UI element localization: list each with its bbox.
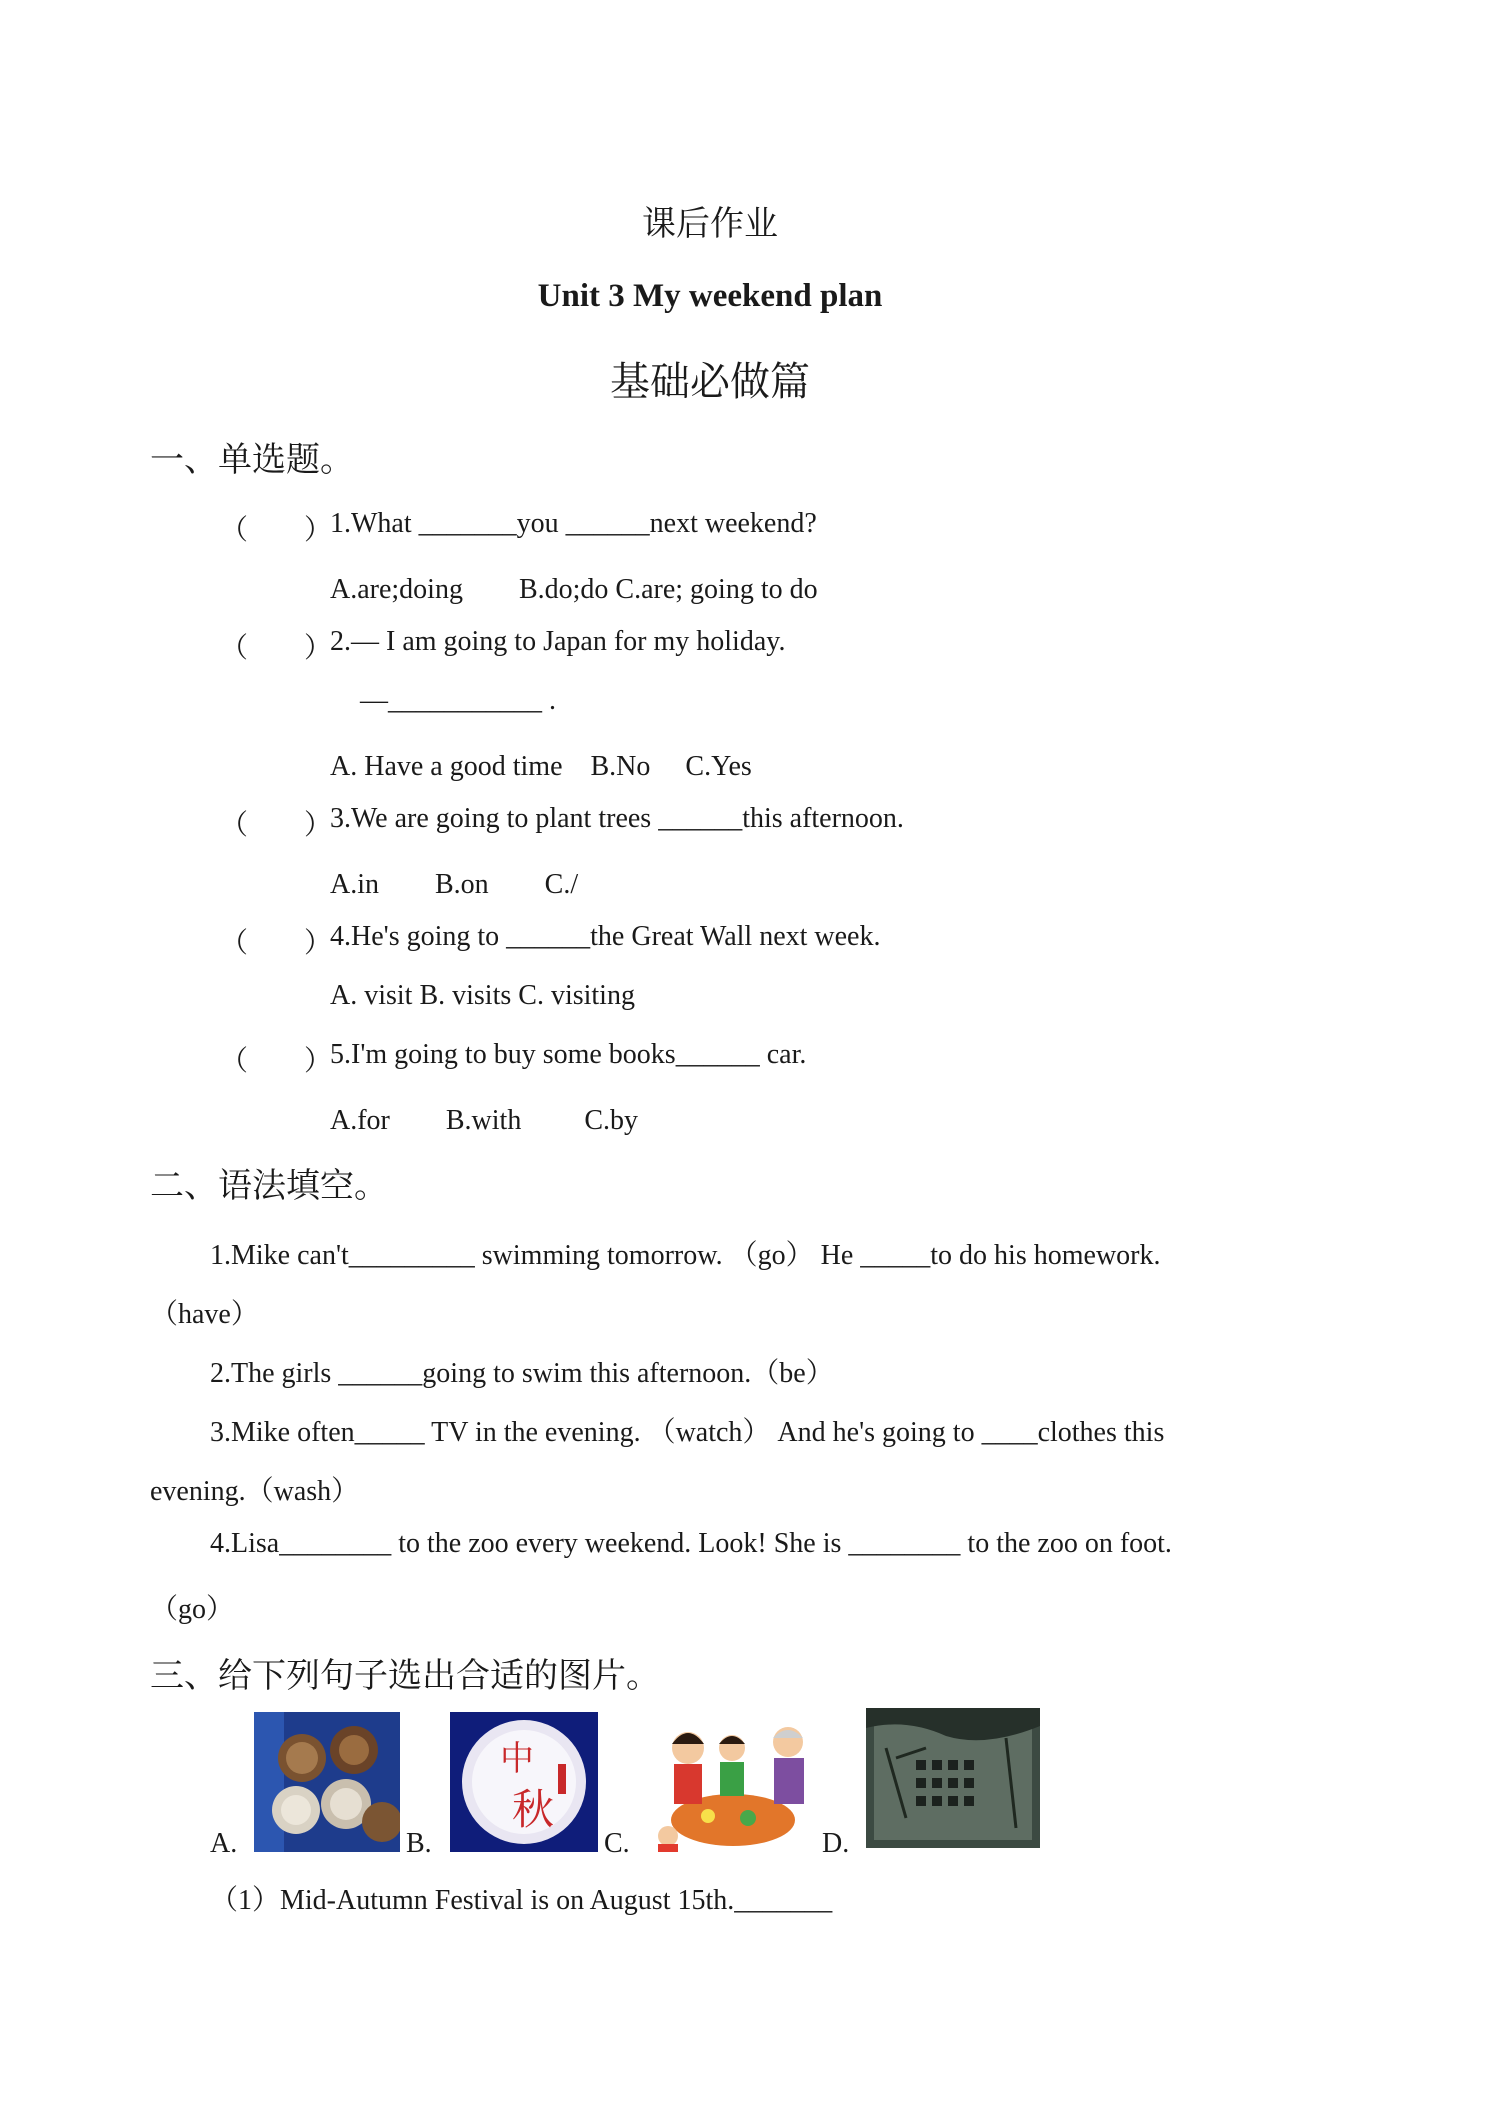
fill-line-2: 2.The girls ______going to swim this afternoon.（be） [210,1358,834,1389]
picture-label-d: D. [822,1828,850,1859]
section3-heading: 三、给下列句子选出合适的图片。 [150,1658,660,1695]
family-dinner-picture [648,1708,818,1852]
mid-autumn-moon-picture [450,1712,598,1852]
options-3: A.in B.on C./ [330,869,579,900]
options-2: A. Have a good time B.No C.Yes [330,751,752,782]
answer-line-2[interactable]: —___________ . [360,685,556,716]
page-subtitle: 基础必做篇 [610,359,810,404]
svg-text:秋: 秋 [512,1785,555,1834]
section2-heading: 二、语法填空。 [150,1168,388,1205]
fill-line-1-hint: （have） [150,1299,259,1330]
fill-line-3: 3.Mike often_____ TV in the evening. （watch） And he's going to ____clothes this [210,1417,1165,1448]
answer-paren[interactable]: （ ） [220,928,333,959]
answer-paren[interactable]: （ ） [220,810,333,841]
fill-line-3-hint: evening.（wash） [150,1476,360,1507]
question-4: 4.He's going to ______the Great Wall next week. [330,921,881,952]
question-5: 5.I'm going to buy some books______ car. [330,1039,807,1070]
picture-label-c: C. [604,1828,630,1859]
page-title: 课后作业 [642,206,778,243]
answer-paren[interactable]: （ ） [220,633,333,664]
options-5: A.for B.with C.by [330,1105,639,1136]
picture-label-a: A. [210,1828,238,1859]
mooncakes-picture [254,1712,400,1852]
fill-line-4-hint: （go） [150,1594,235,1625]
picture-question-1: （1）Mid-Autumn Festival is on August 15th._______ [210,1885,833,1916]
options-4: A. visit B. visits C. visiting [330,980,635,1011]
answer-paren[interactable]: （ ） [220,515,333,546]
question-3: 3.We are going to plant trees ______this afternoon. [330,803,904,834]
fill-line-1: 1.Mike can't_________ swimming tomorrow. （go） He _____to do his homework. [210,1240,1161,1271]
question-2: 2.— I am going to Japan for my holiday. [330,626,786,657]
poem-painting-picture [866,1708,1040,1848]
section1-heading: 一、单选题。 [150,442,354,479]
question-1: 1.What _______you ______next weekend? [330,508,817,539]
unit-title: Unit 3 My weekend plan [537,278,883,314]
fill-line-4: 4.Lisa________ to the zoo every weekend. Look! She is ________ to the zoo on foot. [210,1528,1172,1559]
options-1: A.are;doing B.do;do C.are; going to do [330,574,818,605]
svg-text:中: 中 [500,1739,534,1779]
picture-label-b: B. [406,1828,432,1859]
answer-paren[interactable]: （ ） [220,1046,333,1077]
